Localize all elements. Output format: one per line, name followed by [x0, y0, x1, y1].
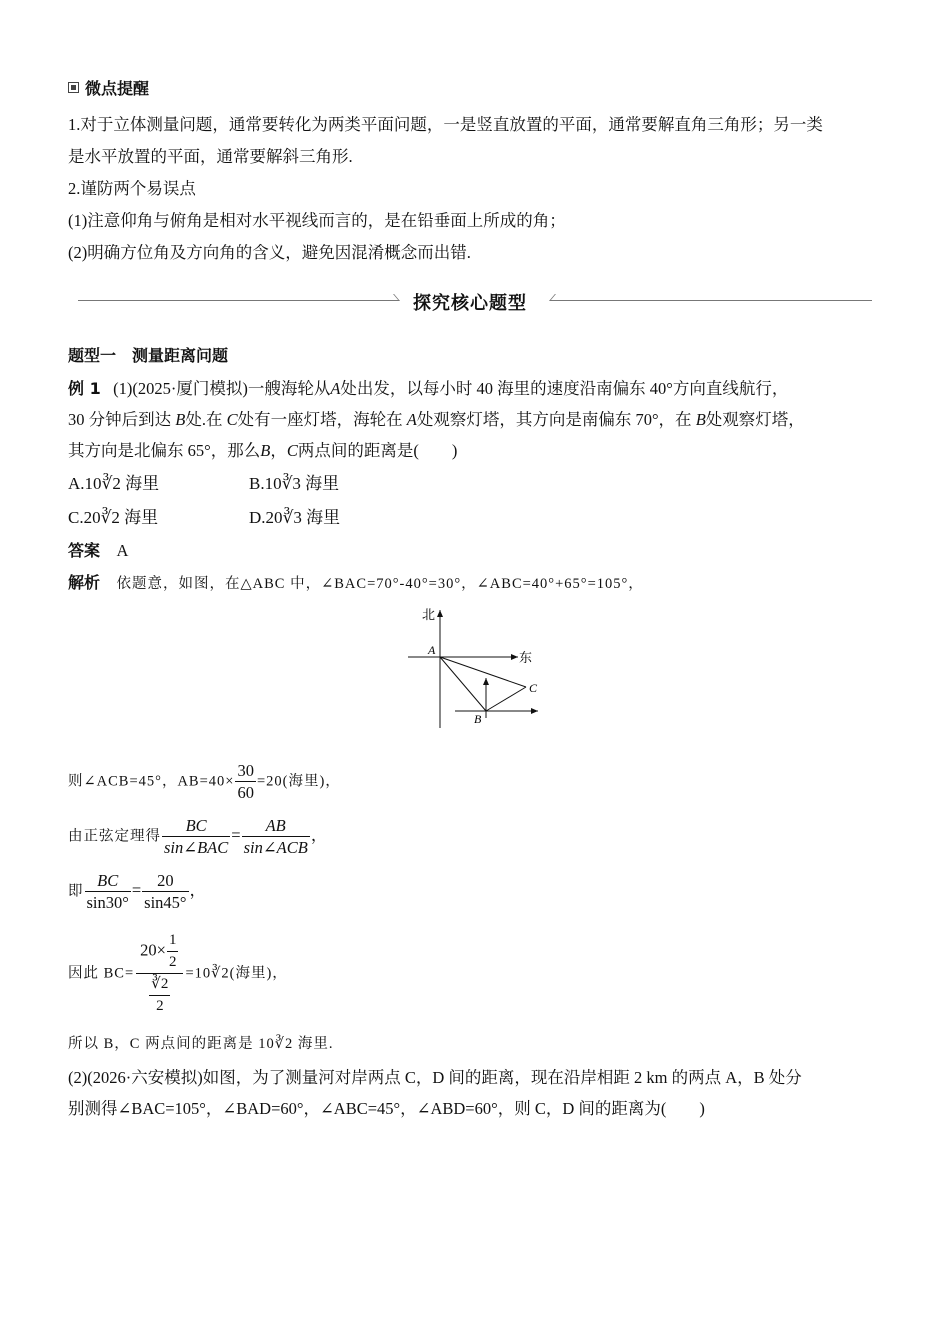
point-b-label: B [474, 712, 482, 726]
fraction-ab-sin-acb: $\frac{AB}{\text{sin∠ACB}}$ [243, 816, 308, 857]
q2-line-1: (2)(2026·六安模拟)如图，为了测量河对岸两点 C，D 间的距离，现在沿岸相距 2 km 的两点 A，B 处分 [68, 1068, 802, 1087]
q1-text: 处有一座灯塔，海轮在 [237, 410, 403, 429]
option-b: B.10∛3 海里 [249, 474, 340, 493]
direction-diagram [400, 600, 550, 730]
fraction-bc-sin-bac: $\frac{BC}{\text{sin∠BAC}}$ [164, 816, 229, 857]
point-c-ref: C [226, 410, 238, 429]
option-a: A.10∛2 海里 [68, 474, 160, 493]
example-label: 例 1 [68, 379, 101, 398]
point-a-ref: A [406, 410, 417, 429]
analysis-text: 依题意，如图，在△ABC 中，∠BAC=70°-40°=30°，∠ABC=40°+65°=105°， [116, 576, 644, 592]
step-2: 由正弦定理得 $\frac{BC}{\text{sin∠BAC}}$ = $\frac{AB}{\text{sin∠ACB}}$ ， [68, 816, 328, 857]
compound-fraction: 20× $\frac{1}{2}$ $\frac{∛2}{2}$ [136, 930, 183, 1017]
tip-line-2: 是水平放置的平面，通常要解斜三角形. [68, 147, 353, 166]
q1-text: 30 分钟后到达 [68, 410, 172, 429]
answer-line [68, 540, 128, 562]
step-2-text: 由正弦定理得 [68, 828, 161, 845]
conclusion: 所以 B，C 两点间的距离是 10∛2 海里. [68, 1036, 334, 1052]
type-heading: 题型一 测量距离问题 [68, 346, 229, 365]
point-b-ref: B [695, 410, 706, 429]
north-label: 北 [422, 608, 436, 623]
q1-text: 其方向是北偏东 65°，那么 [68, 441, 261, 460]
tip-line-4: (1)注意仰角与俯角是相对水平视线而言的，是在铅垂面上所成的角； [68, 211, 566, 230]
answer-label: 答案 [68, 541, 101, 560]
q2-line-2: 别测得∠BAC=105°，∠BAD=60°，∠ABC=45°，∠ABD=60°，则 C，D 间的距离为( ) [68, 1099, 705, 1118]
step-4-text: =10∛2(海里)， [185, 965, 288, 982]
fraction-bc-sin30: $\frac{BC}{\sin 30^\circ}$ [86, 871, 129, 912]
point-a-label: A [428, 643, 436, 657]
section-heading [68, 76, 149, 99]
step-4 [68, 930, 288, 1017]
point-b-ref: B [175, 410, 186, 429]
section-heading-text: 微点提醒 [85, 79, 150, 98]
square-bullet-icon [68, 82, 79, 93]
q1-text: 处观察灯塔，其方向是南偏东 70°，在 [416, 410, 692, 429]
q1-text: 两点间的距离是( ) [297, 441, 458, 460]
step-1-text: =20(海里)， [256, 773, 341, 790]
step-3-text: 即 [68, 883, 84, 900]
east-label: 东 [519, 651, 533, 666]
banner-rule-right [556, 300, 872, 301]
analysis-line [68, 572, 644, 595]
q1-text: 处观察灯塔， [705, 410, 805, 429]
example-line-3: 其方向是北偏东 65°，那么B，C两点间的距离是( ) [68, 441, 458, 460]
segment-bc [486, 687, 526, 711]
example-line-1 [68, 378, 788, 400]
option-d: D.20∛3 海里 [249, 508, 341, 527]
fraction-20-sin45: $\frac{20}{\sin 45^\circ}$ [144, 871, 187, 912]
fraction-30-60: $\frac{30}{60}$ [237, 761, 254, 802]
step-1-text: 则∠ACB=45°，AB=40× [68, 773, 235, 790]
analysis-label: 解析 [68, 573, 101, 592]
option-c: C.20∛2 海里 [68, 508, 159, 527]
step-3: 即 $\frac{BC}{\sin 30^\circ}$ = $\frac{20}{\sin 45^\circ}$ ， [68, 871, 207, 912]
point-c-label: C [529, 681, 538, 695]
point-b-ref: B [260, 441, 271, 460]
tip-line-5: (2)明确方位角及方向角的含义，避免因混淆概念而出错. [68, 243, 471, 262]
point-c-ref: C [286, 441, 298, 460]
point-a-ref: A [330, 379, 341, 398]
tip-line-1: 1.对于立体测量问题，通常要转化为两类平面问题，一是竖直放置的平面，通常要解直角三角形；另一类 [68, 115, 823, 134]
q1-text: 处.在 [185, 410, 223, 429]
q1-text: 处出发，以每小时 40 海里的速度沿南偏东 40°方向直线航行， [340, 379, 789, 398]
tip-line-3: 2.谨防两个易误点 [68, 179, 196, 198]
banner-title: 探究核心题型 [413, 293, 527, 314]
step-4-text: 因此 BC= [68, 965, 135, 982]
q1-text: (1)(2025·厦门模拟)一艘海轮从 [113, 379, 331, 398]
step-1 [68, 760, 341, 803]
banner-rule-left [78, 300, 396, 301]
answer-value: A [116, 541, 129, 560]
example-line-2 [68, 409, 805, 431]
